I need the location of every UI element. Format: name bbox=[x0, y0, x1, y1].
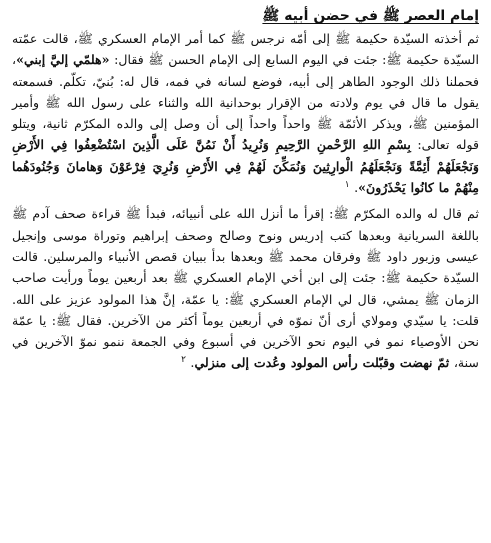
paragraph-1-text-b: ، فحملنا ذلك الوجود الطاهر إلى أبيه، فوضع لسانه في فمه، قال له: بُنيّ، تكلّم. فسمعته يقول ما قال في يوم ولادته من الإقرار بوحدانية الله والثناء على رسول الله ﷺ وأمير المؤمنين ﷺ، ويذكر الأئمّة ﷺ واحداً واحداً إلى أن وصل إلى والده المكرّم ثانية، ويتلو قوله تعالى: bbox=[12, 52, 479, 153]
paragraph-2-quote: ثمّ نهضت وقبّلت رأس المولود وعُدت إلى منزلي bbox=[194, 355, 450, 371]
footnote-marker-2: ٢ bbox=[181, 355, 186, 366]
paragraph-2: ثم قال له والده المكرّم ﷺ: إقرأ ما أنزل الله على أنبيائه، فبدأ ﷺ قراءة صحف آدم ﷺ باللغة السريانية وبعدها كتب إدريس ونوح وصالح وصحف إبراهيم وتوراة موسى وإنجيل عيسى وزبور داود ﷺ وفرقان محمد ﷺ وبعدها بدأ ببيان قصص الأنبياء والمرسلين. قالت السيّدة حكيمة ﷺ: جئت إلى ابن أخي الإمام العسكري ﷺ بعد أربعين يوماً ورأيت صاحب الزمان ﷺ يمشي، قال لي الإمام العسكري ﷺ: يا عمّة، إنَّ هذا المولود عزيز على الله. قلت: يا سيّدي ومولاي أرى أنّ نموّه في أربعين يوماً أكثر من الآخرين. فقال ﷺ: يا عمّة نحن الأوصياء نمو في اليوم نحو الآخرين في أسبوع وفي الجمعة ننمو نموّ الآخرين في سنة، ثمّ نهضت وقبّلت رأس المولود وعُدت إلى منزلي. $^٢$ bbox=[12, 206, 479, 371]
paragraph-2-text: ثم قال له والده المكرّم ﷺ: إقرأ ما أنزل الله على أنبيائه، فبدأ ﷺ قراءة صحف آدم ﷺ باللغة السريانية وبعدها كتب إدريس ونوح وصالح وصحف إبراهيم وتوراة موسى وإنجيل عيسى وزبور داود ﷺ وفرقان محمد ﷺ وبعدها بدأ ببيان قصص الأنبياء والمرسلين. قالت السيّدة حكيمة ﷺ: جئت إلى ابن أخي الإمام العسكري ﷺ بعد أربعين يوماً ورأيت صاحب الزمان ﷺ يمشي، قال لي الإمام العسكري ﷺ: يا عمّة، إنَّ هذا المولود عزيز على الله. قلت: يا سيّدي ومولاي أرى أنّ نموّه في أربعين يوماً أكثر من الآخرين. فقال ﷺ: يا عمّة نحن الأوصياء نمو في اليوم نحو الآخرين في أسبوع وفي الجمعة ننمو نموّ الآخرين في سنة، bbox=[12, 206, 479, 371]
paragraph-1-text-a: ثم أخذته السيّدة حكيمة ﷺ إلى أمّه نرجس ﷺ كما أمر الإمام العسكري ﷺ، قالت عمّته السيّدة حكيمة ﷺ: جئت في اليوم السابع إلى الإمام الحسن ﷺ فقال: bbox=[12, 31, 480, 68]
section-heading: إمام العصر ﷺ في حضن أبيه ﷺ bbox=[262, 8, 479, 24]
paragraph-1: ثم أخذته السيّدة حكيمة ﷺ إلى أمّه نرجس ﷺ كما أمر الإمام العسكري ﷺ، قالت عمّته السيّدة حكيمة ﷺ: جئت في اليوم السابع إلى الإمام الحسن ﷺ فقال: «هلمّي إليَّ إبني»، فحملنا ذلك الوجود الطاهر إلى أبيه، فوضع لسانه في فمه، قال له: بُنيّ، تكلّم. فسمعته يقول ما قال في يوم ولادته من الإقرار بوحدانية الله والثناء على رسول الله ﷺ وأمير المؤمنين ﷺ، ويذكر الأئمّة ﷺ واحداً واحداً إلى أن وصل إلى والده المكرّم ثانية، ويتلو قوله تعالى: بِسْمِ اللهِ الرَّحْمنِ الرَّحِيمِ وَنُرِيدُ أَنْ نَمُنَّ عَلَى الَّذِينَ اسْتُضْعِفُوا فِي الأَرْضِ وَنَجْعَلَهُمْ أَئِمَّةً وَنَجْعَلَهُمُ الْوارِثِينَ وَنُمَكِّنَ لَهُمْ فِي الأَرْضِ وَنُرِيَ فِرْعَوْنَ وَهامانَ وَجُنُودَهُما مِنْهُمْ ما كانُوا يَحْذَرُونَ». $^١$ bbox=[12, 31, 480, 196]
quran-verse: بِسْمِ اللهِ الرَّحْمنِ الرَّحِيمِ وَنُرِيدُ أَنْ نَمُنَّ عَلَى الَّذِينَ اسْتُضْعِفُوا فِي الأَرْضِ وَنَجْعَلَهُمْ أَئِمَّةً وَنَجْعَلَهُمُ الْوارِثِينَ وَنُمَكِّنَ لَهُمْ فِي الأَرْضِ وَنُرِيَ فِرْعَوْنَ وَهامانَ وَجُنُودَهُما مِنْهُمْ ما كانُوا يَحْذَرُونَ» bbox=[12, 137, 479, 196]
footnote-marker-1: ١ bbox=[344, 179, 350, 190]
paragraph-1-quote: «هلمّي إليَّ إبني» bbox=[16, 52, 110, 68]
